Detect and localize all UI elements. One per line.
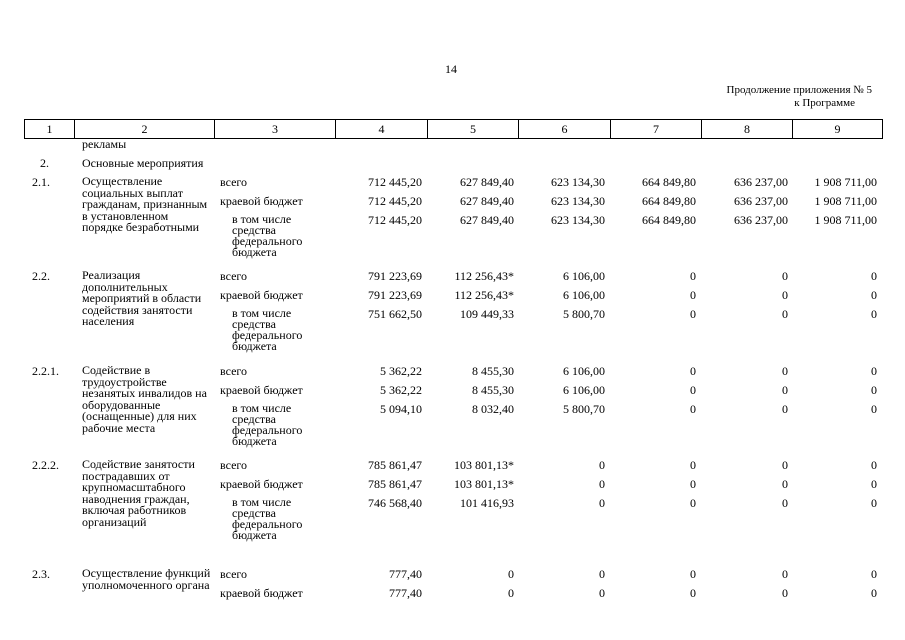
amount-cell: 627 849,40 <box>460 175 514 189</box>
amount-cell: 0 <box>599 586 605 600</box>
column-header: 3 <box>215 120 336 138</box>
amount-cell: 636 237,00 <box>734 213 788 227</box>
funding-source-label: краевой бюджет <box>220 383 303 397</box>
column-header: 6 <box>519 120 611 138</box>
funding-source-label: в том числе средства федерального бюджета <box>232 401 303 448</box>
column-header: 2 <box>75 120 215 138</box>
column-header: 4 <box>336 120 428 138</box>
appendix-header <box>727 84 872 110</box>
amount-cell: 0 <box>690 477 696 491</box>
amount-cell: 636 237,00 <box>734 175 788 189</box>
amount-cell: 623 134,30 <box>551 194 605 208</box>
amount-cell: 0 <box>782 288 788 302</box>
row-activity-name: Содействие в трудоустройстве незанятых инвалидов на оборудованные (оснащенные) для них рабочие места <box>82 363 207 435</box>
amount-cell: 5 800,70 <box>563 307 605 321</box>
section-title: Основные мероприятия <box>82 156 204 170</box>
row-number: 2.3. <box>32 567 50 581</box>
amount-cell: 0 <box>871 477 877 491</box>
amount-cell: 6 106,00 <box>563 288 605 302</box>
section-number: 2. <box>40 156 49 170</box>
row-number: 2.2.2. <box>32 458 59 472</box>
amount-cell: 109 449,33 <box>460 307 514 321</box>
amount-cell: 785 861,47 <box>368 477 422 491</box>
row-activity-name: Содействие занятости пострадавших от крупномасштабного наводнения граждан, включая работников организаций <box>82 457 195 529</box>
amount-cell: 112 256,43* <box>454 288 514 302</box>
amount-cell: 0 <box>782 269 788 283</box>
row-number: 2.2. <box>32 269 50 283</box>
carryover-text: рекламы <box>82 137 127 151</box>
amount-cell: 712 445,20 <box>368 175 422 189</box>
row-number: 2.2.1. <box>32 364 59 378</box>
amount-cell: 112 256,43* <box>454 269 514 283</box>
amount-cell: 0 <box>599 496 605 510</box>
amount-cell: 0 <box>782 402 788 416</box>
amount-cell: 0 <box>782 586 788 600</box>
funding-source-label: краевой бюджет <box>220 288 303 302</box>
amount-cell: 777,40 <box>389 586 422 600</box>
amount-cell: 0 <box>690 269 696 283</box>
row-activity-name: Реализация дополнительных мероприятий в области содействия занятости населения <box>82 268 202 328</box>
amount-cell: 6 106,00 <box>563 383 605 397</box>
funding-source-label: всего <box>220 364 248 378</box>
amount-cell: 0 <box>690 567 696 581</box>
funding-source-label: краевой бюджет <box>220 477 303 491</box>
column-header: 9 <box>834 122 841 136</box>
amount-cell: 0 <box>871 307 877 321</box>
page-number: 14 <box>445 62 457 76</box>
amount-cell: 6 106,00 <box>563 364 605 378</box>
funding-source-label: в том числе средства федерального бюджета <box>232 495 303 542</box>
amount-cell: 8 455,30 <box>472 383 514 397</box>
amount-cell: 5 800,70 <box>563 402 605 416</box>
amount-cell: 751 662,50 <box>368 307 422 321</box>
funding-source-label: краевой бюджет <box>220 586 303 600</box>
column-header: 7 <box>611 120 702 138</box>
amount-cell: 777,40 <box>389 567 422 581</box>
amount-cell: 627 849,40 <box>460 213 514 227</box>
amount-cell: 0 <box>782 567 788 581</box>
amount-cell: 0 <box>871 364 877 378</box>
amount-cell: 664 849,80 <box>642 194 696 208</box>
amount-cell: 0 <box>782 458 788 472</box>
funding-source-label: всего <box>220 175 248 189</box>
amount-cell: 746 568,40 <box>368 496 422 510</box>
amount-cell: 101 416,93 <box>460 496 514 510</box>
amount-cell: 0 <box>782 364 788 378</box>
amount-cell: 0 <box>782 307 788 321</box>
amount-cell: 1 908 711,00 <box>814 213 877 227</box>
amount-cell: 0 <box>871 458 877 472</box>
amount-cell: 0 <box>508 567 514 581</box>
row-activity-name: Осуществление социальных выплат гражданам, признанным в установленном порядке безработными <box>82 174 208 234</box>
column-header: 5 <box>428 120 519 138</box>
amount-cell: 0 <box>871 288 877 302</box>
amount-cell: 664 849,80 <box>642 213 696 227</box>
amount-cell: 5 094,10 <box>380 402 422 416</box>
amount-cell: 0 <box>871 383 877 397</box>
funding-source-label: всего <box>220 567 248 581</box>
funding-source-label: всего <box>220 458 248 472</box>
amount-cell: 0 <box>782 383 788 397</box>
column-header: 1 <box>25 120 75 138</box>
amount-cell: 712 445,20 <box>368 213 422 227</box>
amount-cell: 623 134,30 <box>551 213 605 227</box>
amount-cell: 0 <box>690 364 696 378</box>
amount-cell: 0 <box>599 567 605 581</box>
amount-cell: 0 <box>690 402 696 416</box>
amount-cell: 103 801,13* <box>454 477 514 491</box>
amount-cell: 0 <box>871 586 877 600</box>
amount-cell: 712 445,20 <box>368 194 422 208</box>
funding-source-label: краевой бюджет <box>220 194 303 208</box>
amount-cell: 664 849,80 <box>642 175 696 189</box>
amount-cell: 627 849,40 <box>460 194 514 208</box>
amount-cell: 6 106,00 <box>563 269 605 283</box>
amount-cell: 8 455,30 <box>472 364 514 378</box>
amount-cell: 0 <box>782 496 788 510</box>
amount-cell: 785 861,47 <box>368 458 422 472</box>
amount-cell: 0 <box>690 458 696 472</box>
amount-cell: 0 <box>599 477 605 491</box>
amount-cell: 0 <box>690 383 696 397</box>
amount-cell: 5 362,22 <box>380 364 422 378</box>
funding-source-label: всего <box>220 269 248 283</box>
funding-source-label: в том числе средства федерального бюджета <box>232 306 303 353</box>
amount-cell: 0 <box>599 458 605 472</box>
row-activity-name: Осуществление функций уполномоченного органа <box>82 566 211 592</box>
amount-cell: 791 223,69 <box>368 269 422 283</box>
amount-cell: 0 <box>690 288 696 302</box>
amount-cell: 1 908 711,00 <box>814 175 877 189</box>
amount-cell: 0 <box>690 496 696 510</box>
appendix-header-line1: Продолжение приложения № 5 <box>726 84 872 96</box>
amount-cell: 0 <box>782 477 788 491</box>
funding-source-label: в том числе средства федерального бюджета <box>232 212 303 259</box>
amount-cell: 791 223,69 <box>368 288 422 302</box>
amount-cell: 636 237,00 <box>734 194 788 208</box>
amount-cell: 5 362,22 <box>380 383 422 397</box>
column-header-row <box>24 119 883 139</box>
amount-cell: 1 908 711,00 <box>814 194 877 208</box>
amount-cell: 623 134,30 <box>551 175 605 189</box>
amount-cell: 0 <box>871 567 877 581</box>
amount-cell: 0 <box>871 496 877 510</box>
appendix-header-line2: к Программе <box>794 97 855 109</box>
amount-cell: 0 <box>871 402 877 416</box>
amount-cell: 8 032,40 <box>472 402 514 416</box>
column-header: 8 <box>702 120 793 138</box>
amount-cell: 0 <box>508 586 514 600</box>
amount-cell: 103 801,13* <box>454 458 514 472</box>
row-number: 2.1. <box>32 175 50 189</box>
amount-cell: 0 <box>690 586 696 600</box>
amount-cell: 0 <box>690 307 696 321</box>
amount-cell: 0 <box>871 269 877 283</box>
